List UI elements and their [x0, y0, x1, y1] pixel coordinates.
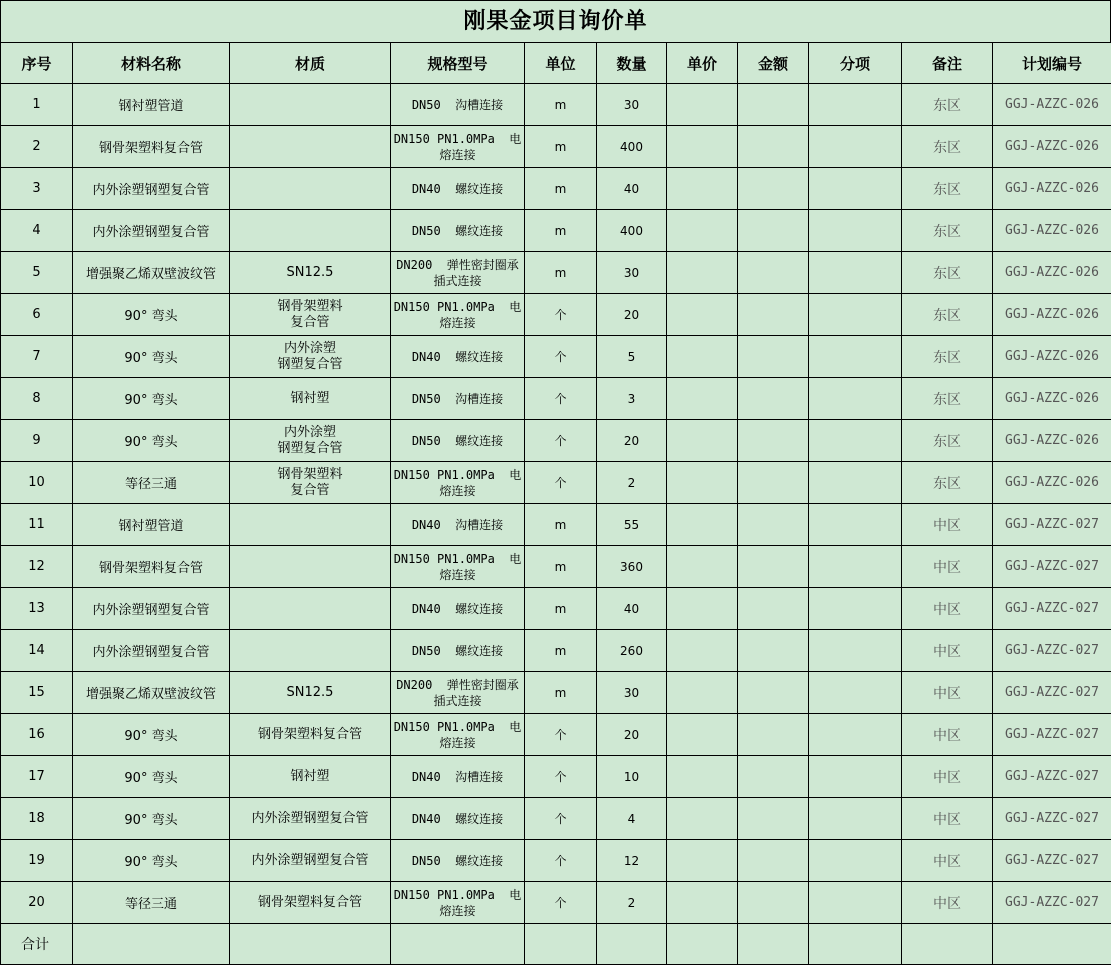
header-remark[interactable]: 备注: [902, 43, 993, 84]
header-name[interactable]: 材料名称: [73, 43, 230, 84]
header-item[interactable]: 分项: [809, 43, 902, 84]
cell-name[interactable]: 增强聚乙烯双壁波纹管: [73, 672, 230, 714]
cell-material[interactable]: 钢衬塑: [230, 756, 391, 798]
cell-plan[interactable]: GGJ-AZZC-026: [993, 420, 1111, 462]
cell-amount[interactable]: [738, 126, 809, 168]
total-label[interactable]: 合计: [1, 924, 73, 965]
cell-price[interactable]: [667, 462, 738, 504]
cell-spec[interactable]: DN150 PN1.0MPa 电熔连接: [391, 546, 525, 588]
cell-name[interactable]: 90° 弯头: [73, 420, 230, 462]
cell-plan[interactable]: GGJ-AZZC-027: [993, 588, 1111, 630]
cell-spec[interactable]: DN50 螺纹连接: [391, 630, 525, 672]
cell-spec[interactable]: DN200 弹性密封圈承插式连接: [391, 252, 525, 294]
cell-material[interactable]: [230, 126, 391, 168]
cell-price[interactable]: [667, 882, 738, 924]
cell-remark[interactable]: 中区: [902, 588, 993, 630]
cell-spec[interactable]: DN150 PN1.0MPa 电熔连接: [391, 882, 525, 924]
cell-amount[interactable]: [738, 714, 809, 756]
cell-material[interactable]: 钢骨架塑料 复合管: [230, 294, 391, 336]
table-row: [1, 126, 1111, 168]
cell-spec[interactable]: DN40 螺纹连接: [391, 168, 525, 210]
cell-item[interactable]: [809, 252, 902, 294]
cell-material[interactable]: [230, 588, 391, 630]
cell-material[interactable]: SN12.5: [230, 252, 391, 294]
cell-price[interactable]: [667, 84, 738, 126]
cell-plan[interactable]: GGJ-AZZC-026: [993, 378, 1111, 420]
cell-name[interactable]: 内外涂塑钢塑复合管: [73, 630, 230, 672]
cell-plan[interactable]: GGJ-AZZC-027: [993, 756, 1111, 798]
cell-amount[interactable]: [738, 210, 809, 252]
cell-remark[interactable]: 东区: [902, 84, 993, 126]
cell-plan[interactable]: GGJ-AZZC-026: [993, 462, 1111, 504]
cell-remark[interactable]: 中区: [902, 630, 993, 672]
cell-name[interactable]: 等径三通: [73, 882, 230, 924]
sheet-title: 刚果金项目询价单: [0, 0, 1111, 42]
cell-spec[interactable]: DN50 沟槽连接: [391, 378, 525, 420]
cell-price[interactable]: [667, 504, 738, 546]
cell-qty[interactable]: 40: [597, 588, 667, 630]
cell-qty[interactable]: 2: [597, 882, 667, 924]
cell-price[interactable]: [667, 588, 738, 630]
cell-amount[interactable]: [738, 378, 809, 420]
cell-seq[interactable]: 13: [1, 588, 73, 630]
cell-plan[interactable]: GGJ-AZZC-026: [993, 336, 1111, 378]
cell-item[interactable]: [809, 588, 902, 630]
table-row: [1, 336, 1111, 378]
cell-qty[interactable]: 260: [597, 630, 667, 672]
cell-item[interactable]: [809, 630, 902, 672]
cell-spec[interactable]: DN50 螺纹连接: [391, 420, 525, 462]
cell-item[interactable]: [809, 504, 902, 546]
cell-item[interactable]: [809, 84, 902, 126]
cell-remark[interactable]: 东区: [902, 462, 993, 504]
cell-unit[interactable]: m: [525, 168, 597, 210]
cell-unit[interactable]: m: [525, 672, 597, 714]
cell-amount[interactable]: [738, 294, 809, 336]
cell-material[interactable]: 钢骨架塑料复合管: [230, 714, 391, 756]
cell-spec[interactable]: DN150 PN1.0MPa 电熔连接: [391, 714, 525, 756]
cell-price[interactable]: [667, 294, 738, 336]
cell-plan[interactable]: GGJ-AZZC-027: [993, 882, 1111, 924]
cell-plan[interactable]: GGJ-AZZC-027: [993, 546, 1111, 588]
cell-name[interactable]: 内外涂塑钢塑复合管: [73, 588, 230, 630]
table-row: [1, 504, 1111, 546]
cell-name[interactable]: 90° 弯头: [73, 714, 230, 756]
cell-remark[interactable]: 中区: [902, 504, 993, 546]
cell-qty[interactable]: 20: [597, 420, 667, 462]
table-row: [1, 546, 1111, 588]
cell-unit[interactable]: m: [525, 252, 597, 294]
cell-spec[interactable]: DN50 螺纹连接: [391, 210, 525, 252]
table-row: [1, 798, 1111, 840]
total-row: [1, 924, 1111, 965]
table-row: [1, 84, 1111, 126]
cell-plan[interactable]: GGJ-AZZC-027: [993, 630, 1111, 672]
cell-material[interactable]: SN12.5: [230, 672, 391, 714]
cell-spec[interactable]: DN40 螺纹连接: [391, 588, 525, 630]
cell-remark[interactable]: 中区: [902, 714, 993, 756]
cell-spec[interactable]: DN40 沟槽连接: [391, 504, 525, 546]
cell-qty[interactable]: 10: [597, 756, 667, 798]
table-row: [1, 672, 1111, 714]
cell-unit[interactable]: 个: [525, 378, 597, 420]
cell-amount[interactable]: [738, 546, 809, 588]
cell-qty[interactable]: 55: [597, 504, 667, 546]
cell-name[interactable]: 钢衬塑管道: [73, 84, 230, 126]
cell-item[interactable]: [809, 210, 902, 252]
cell-amount[interactable]: [738, 462, 809, 504]
cell-price[interactable]: [667, 714, 738, 756]
cell-item[interactable]: [809, 672, 902, 714]
cell-plan[interactable]: GGJ-AZZC-026: [993, 252, 1111, 294]
cell-spec[interactable]: DN40 螺纹连接: [391, 336, 525, 378]
cell-unit[interactable]: 个: [525, 756, 597, 798]
cell-price[interactable]: [667, 840, 738, 882]
cell-amount[interactable]: [738, 252, 809, 294]
cell-material[interactable]: [230, 630, 391, 672]
cell-item[interactable]: [809, 168, 902, 210]
cell-price[interactable]: [667, 252, 738, 294]
cell-item[interactable]: [809, 756, 902, 798]
total-cell-unit[interactable]: [525, 924, 597, 965]
cell-seq[interactable]: 18: [1, 798, 73, 840]
table-row: [1, 714, 1111, 756]
cell-seq[interactable]: 15: [1, 672, 73, 714]
cell-seq[interactable]: 7: [1, 336, 73, 378]
cell-item[interactable]: [809, 798, 902, 840]
total-cell-spec[interactable]: [391, 924, 525, 965]
cell-price[interactable]: [667, 210, 738, 252]
cell-unit[interactable]: m: [525, 588, 597, 630]
cell-unit[interactable]: 个: [525, 462, 597, 504]
cell-amount[interactable]: [738, 504, 809, 546]
cell-seq[interactable]: 2: [1, 126, 73, 168]
cell-amount[interactable]: [738, 588, 809, 630]
cell-name[interactable]: 90° 弯头: [73, 756, 230, 798]
total-cell-name[interactable]: [73, 924, 230, 965]
header-unit[interactable]: 单位: [525, 43, 597, 84]
inquiry-table: [0, 42, 1111, 965]
cell-unit[interactable]: m: [525, 210, 597, 252]
cell-material[interactable]: 内外涂塑 钢塑复合管: [230, 336, 391, 378]
cell-item[interactable]: [809, 840, 902, 882]
total-cell-qty[interactable]: [597, 924, 667, 965]
table-row: [1, 882, 1111, 924]
cell-amount[interactable]: [738, 672, 809, 714]
cell-seq[interactable]: 1: [1, 84, 73, 126]
cell-remark[interactable]: 东区: [902, 168, 993, 210]
table-row: [1, 420, 1111, 462]
cell-spec[interactable]: DN50 螺纹连接: [391, 840, 525, 882]
cell-material[interactable]: 内外涂塑钢塑复合管: [230, 798, 391, 840]
cell-qty[interactable]: 400: [597, 126, 667, 168]
total-cell-item[interactable]: [809, 924, 902, 965]
cell-qty[interactable]: 12: [597, 840, 667, 882]
cell-amount[interactable]: [738, 420, 809, 462]
cell-item[interactable]: [809, 294, 902, 336]
cell-amount[interactable]: [738, 798, 809, 840]
table-body: [1, 84, 1111, 924]
cell-name[interactable]: 增强聚乙烯双壁波纹管: [73, 252, 230, 294]
cell-price[interactable]: [667, 168, 738, 210]
cell-plan[interactable]: GGJ-AZZC-026: [993, 294, 1111, 336]
cell-plan[interactable]: GGJ-AZZC-027: [993, 672, 1111, 714]
cell-remark[interactable]: 中区: [902, 672, 993, 714]
cell-price[interactable]: [667, 126, 738, 168]
cell-material[interactable]: [230, 546, 391, 588]
cell-qty[interactable]: 20: [597, 714, 667, 756]
cell-name[interactable]: 90° 弯头: [73, 378, 230, 420]
table-row: [1, 210, 1111, 252]
cell-plan[interactable]: GGJ-AZZC-027: [993, 714, 1111, 756]
cell-spec[interactable]: DN200 弹性密封圈承插式连接: [391, 672, 525, 714]
cell-material[interactable]: 钢骨架塑料复合管: [230, 882, 391, 924]
cell-unit[interactable]: m: [525, 630, 597, 672]
header-material[interactable]: 材质: [230, 43, 391, 84]
cell-seq[interactable]: 10: [1, 462, 73, 504]
cell-remark[interactable]: 中区: [902, 882, 993, 924]
header-plan[interactable]: 计划编号: [993, 43, 1111, 84]
cell-qty[interactable]: 30: [597, 672, 667, 714]
cell-remark[interactable]: 东区: [902, 378, 993, 420]
cell-spec[interactable]: DN150 PN1.0MPa 电熔连接: [391, 126, 525, 168]
cell-plan[interactable]: GGJ-AZZC-026: [993, 210, 1111, 252]
cell-qty[interactable]: 40: [597, 168, 667, 210]
cell-price[interactable]: [667, 336, 738, 378]
cell-qty[interactable]: 400: [597, 210, 667, 252]
cell-material[interactable]: 钢骨架塑料 复合管: [230, 462, 391, 504]
total-cell-remark[interactable]: [902, 924, 993, 965]
cell-seq[interactable]: 20: [1, 882, 73, 924]
cell-material[interactable]: [230, 210, 391, 252]
cell-unit[interactable]: 个: [525, 420, 597, 462]
cell-unit[interactable]: 个: [525, 840, 597, 882]
cell-unit[interactable]: 个: [525, 294, 597, 336]
table-row: [1, 756, 1111, 798]
cell-remark[interactable]: 中区: [902, 546, 993, 588]
table-row: [1, 252, 1111, 294]
cell-seq[interactable]: 11: [1, 504, 73, 546]
cell-material[interactable]: [230, 84, 391, 126]
cell-qty[interactable]: 2: [597, 462, 667, 504]
cell-plan[interactable]: GGJ-AZZC-026: [993, 126, 1111, 168]
cell-qty[interactable]: 3: [597, 378, 667, 420]
cell-remark[interactable]: 中区: [902, 798, 993, 840]
cell-remark[interactable]: 东区: [902, 294, 993, 336]
cell-remark[interactable]: 中区: [902, 840, 993, 882]
cell-material[interactable]: 钢衬塑: [230, 378, 391, 420]
cell-amount[interactable]: [738, 336, 809, 378]
cell-seq[interactable]: 17: [1, 756, 73, 798]
cell-unit[interactable]: 个: [525, 798, 597, 840]
cell-unit[interactable]: m: [525, 126, 597, 168]
cell-item[interactable]: [809, 546, 902, 588]
cell-spec[interactable]: DN40 沟槽连接: [391, 756, 525, 798]
cell-remark[interactable]: 东区: [902, 210, 993, 252]
table-row: [1, 630, 1111, 672]
cell-unit[interactable]: 个: [525, 882, 597, 924]
cell-plan[interactable]: GGJ-AZZC-026: [993, 84, 1111, 126]
cell-name[interactable]: 90° 弯头: [73, 798, 230, 840]
cell-price[interactable]: [667, 672, 738, 714]
cell-amount[interactable]: [738, 168, 809, 210]
cell-amount[interactable]: [738, 756, 809, 798]
cell-amount[interactable]: [738, 630, 809, 672]
cell-name[interactable]: 内外涂塑钢塑复合管: [73, 210, 230, 252]
cell-price[interactable]: [667, 798, 738, 840]
cell-unit[interactable]: 个: [525, 336, 597, 378]
cell-material[interactable]: 内外涂塑 钢塑复合管: [230, 420, 391, 462]
cell-name[interactable]: 90° 弯头: [73, 336, 230, 378]
header-seq[interactable]: 序号: [1, 43, 73, 84]
cell-item[interactable]: [809, 336, 902, 378]
header-qty[interactable]: 数量: [597, 43, 667, 84]
cell-amount[interactable]: [738, 882, 809, 924]
cell-spec[interactable]: DN40 螺纹连接: [391, 798, 525, 840]
table-row: [1, 378, 1111, 420]
header-row: [1, 43, 1111, 84]
table-row: [1, 588, 1111, 630]
cell-amount[interactable]: [738, 84, 809, 126]
cell-plan[interactable]: GGJ-AZZC-027: [993, 504, 1111, 546]
cell-name[interactable]: 90° 弯头: [73, 840, 230, 882]
cell-unit[interactable]: 个: [525, 714, 597, 756]
cell-qty[interactable]: 30: [597, 84, 667, 126]
cell-unit[interactable]: m: [525, 84, 597, 126]
cell-item[interactable]: [809, 714, 902, 756]
cell-price[interactable]: [667, 756, 738, 798]
cell-spec[interactable]: DN150 PN1.0MPa 电熔连接: [391, 294, 525, 336]
cell-seq[interactable]: 6: [1, 294, 73, 336]
cell-seq[interactable]: 14: [1, 630, 73, 672]
cell-remark[interactable]: 东区: [902, 336, 993, 378]
cell-seq[interactable]: 4: [1, 210, 73, 252]
cell-seq[interactable]: 5: [1, 252, 73, 294]
cell-qty[interactable]: 5: [597, 336, 667, 378]
cell-price[interactable]: [667, 420, 738, 462]
cell-remark[interactable]: 东区: [902, 126, 993, 168]
cell-unit[interactable]: m: [525, 504, 597, 546]
cell-name[interactable]: 内外涂塑钢塑复合管: [73, 168, 230, 210]
cell-name[interactable]: 等径三通: [73, 462, 230, 504]
cell-unit[interactable]: m: [525, 546, 597, 588]
cell-name[interactable]: 钢骨架塑料复合管: [73, 546, 230, 588]
cell-qty[interactable]: 20: [597, 294, 667, 336]
cell-spec[interactable]: DN150 PN1.0MPa 电熔连接: [391, 462, 525, 504]
cell-amount[interactable]: [738, 840, 809, 882]
cell-price[interactable]: [667, 546, 738, 588]
cell-qty[interactable]: 360: [597, 546, 667, 588]
cell-plan[interactable]: GGJ-AZZC-026: [993, 168, 1111, 210]
cell-item[interactable]: [809, 462, 902, 504]
table-row: [1, 294, 1111, 336]
cell-price[interactable]: [667, 378, 738, 420]
cell-plan[interactable]: GGJ-AZZC-027: [993, 840, 1111, 882]
cell-qty[interactable]: 30: [597, 252, 667, 294]
table-row: [1, 462, 1111, 504]
table-row: [1, 840, 1111, 882]
cell-remark[interactable]: 东区: [902, 252, 993, 294]
total-cell-plan[interactable]: [993, 924, 1111, 965]
cell-qty[interactable]: 4: [597, 798, 667, 840]
cell-seq[interactable]: 8: [1, 378, 73, 420]
cell-item[interactable]: [809, 378, 902, 420]
cell-name[interactable]: 90° 弯头: [73, 294, 230, 336]
cell-plan[interactable]: GGJ-AZZC-027: [993, 798, 1111, 840]
total-cell-amount[interactable]: [738, 924, 809, 965]
cell-material[interactable]: [230, 504, 391, 546]
cell-remark[interactable]: 中区: [902, 756, 993, 798]
cell-item[interactable]: [809, 882, 902, 924]
cell-seq[interactable]: 12: [1, 546, 73, 588]
cell-name[interactable]: 钢衬塑管道: [73, 504, 230, 546]
cell-name[interactable]: 钢骨架塑料复合管: [73, 126, 230, 168]
cell-price[interactable]: [667, 630, 738, 672]
cell-spec[interactable]: DN50 沟槽连接: [391, 84, 525, 126]
cell-item[interactable]: [809, 420, 902, 462]
cell-item[interactable]: [809, 126, 902, 168]
cell-remark[interactable]: 东区: [902, 420, 993, 462]
cell-seq[interactable]: 9: [1, 420, 73, 462]
cell-seq[interactable]: 19: [1, 840, 73, 882]
cell-material[interactable]: 内外涂塑钢塑复合管: [230, 840, 391, 882]
cell-seq[interactable]: 3: [1, 168, 73, 210]
total-cell-material[interactable]: [230, 924, 391, 965]
cell-seq[interactable]: 16: [1, 714, 73, 756]
header-spec[interactable]: 规格型号: [391, 43, 525, 84]
total-cell-price[interactable]: [667, 924, 738, 965]
cell-material[interactable]: [230, 168, 391, 210]
header-price[interactable]: 单价: [667, 43, 738, 84]
header-amount[interactable]: 金额: [738, 43, 809, 84]
table-row: [1, 168, 1111, 210]
